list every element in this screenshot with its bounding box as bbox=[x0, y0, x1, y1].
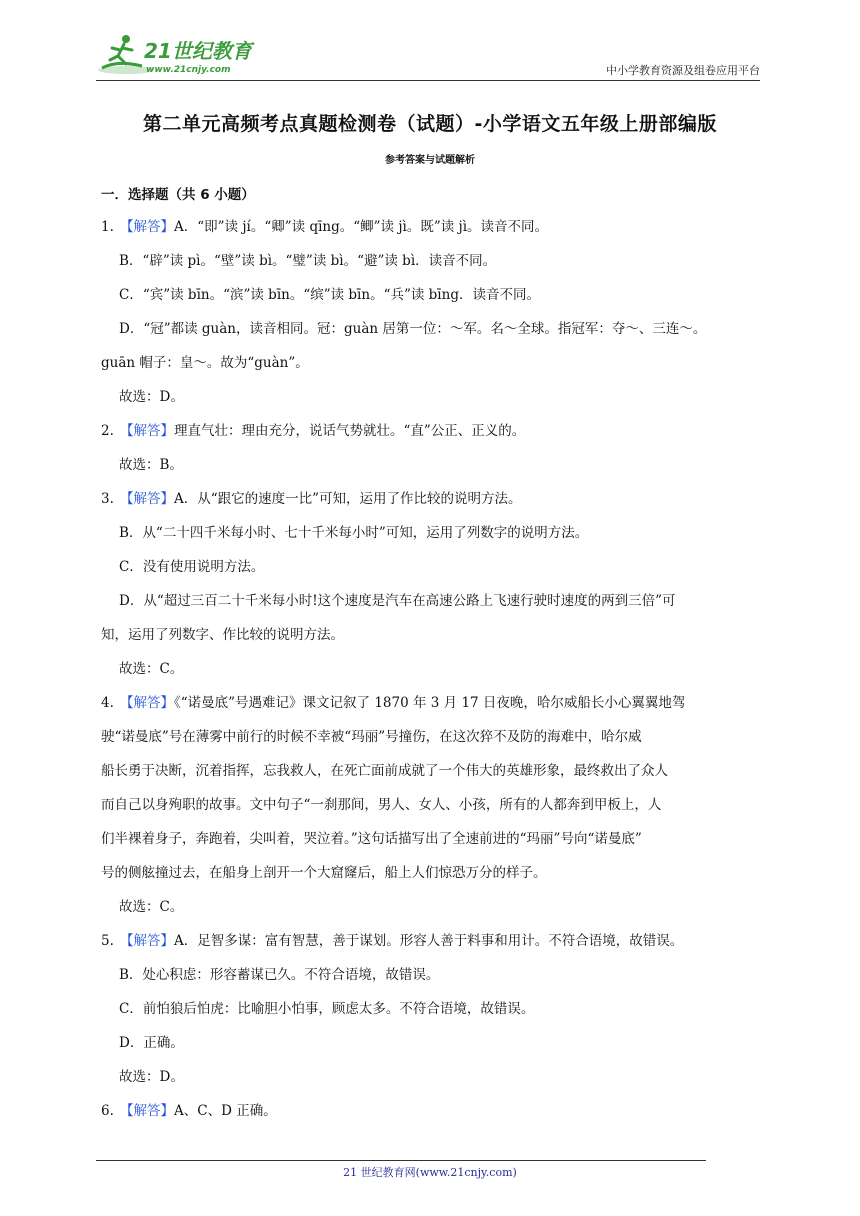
answer-line: 驶“诺曼底”号在薄雾中前行的时候不幸被“玛丽”号撞伤，在这次猝不及防的海难中，哈尔威 bbox=[101, 729, 642, 745]
answer-tag: 【解答】 bbox=[120, 491, 174, 507]
logo-21cnjy bbox=[96, 30, 266, 78]
question-number: 3. bbox=[101, 491, 114, 507]
footer-divider bbox=[96, 1160, 706, 1161]
answer-text: A．“即”读 jí。“卿”读 qīng。“鲫”读 jì。既”读 jì。读音不同。 bbox=[174, 219, 549, 235]
question-2-answer bbox=[101, 421, 525, 441]
answer-text: 《“诺曼底”号遇难记》课文记叙了 1870 年 3 月 17 日夜晚，哈尔威船长小心翼翼地驾 bbox=[174, 695, 686, 711]
answer-line: 号的侧舷撞过去，在船身上剖开一个大窟窿后，船上人们惊恐万分的样子。 bbox=[101, 865, 547, 881]
answer-line: D．正确。 bbox=[119, 1035, 184, 1051]
question-number: 4. bbox=[101, 695, 114, 711]
page-footer: 21 世纪教育网(www.21cnjy.com) bbox=[343, 1166, 517, 1179]
answer-line: C．“宾”读 bīn。“滨”读 bīn。“缤”读 bīn。“兵”读 bīng．读音不同。 bbox=[119, 287, 540, 303]
page-header bbox=[96, 30, 760, 80]
question-number: 1. bbox=[101, 219, 114, 235]
answer-line: D．“冠”都读 guàn，读音相同。冠：guàn 居第一位：～军。名～全球。指冠军：夺～、三连～。 bbox=[119, 321, 707, 337]
logo-url: www.21cnjy.com bbox=[146, 65, 231, 75]
answer-line: 故选：D。 bbox=[119, 389, 184, 405]
answer-line: C．前怕狼后怕虎：比喻胆小怕事，顾虑太多。不符合语境，故错误。 bbox=[119, 1001, 535, 1017]
page-title: 第二单元高频考点真题检测卷（试题）-小学语文五年级上册部编版 bbox=[143, 113, 717, 135]
section-heading: 一．选择题（共 6 小题） bbox=[101, 187, 255, 203]
question-number: 5. bbox=[101, 933, 114, 949]
answer-line: B．从“二十四千米每小时、七十千米每小时”可知，运用了列数字的说明方法。 bbox=[119, 525, 589, 541]
answer-tag: 【解答】 bbox=[120, 219, 174, 235]
question-4-answer bbox=[101, 693, 685, 713]
answer-line: 故选：C。 bbox=[119, 661, 184, 677]
answer-line: 故选：D。 bbox=[119, 1069, 184, 1085]
question-3-answer bbox=[101, 489, 522, 509]
answer-line: 故选：B。 bbox=[119, 457, 183, 473]
answer-text: A．从“跟它的速度一比”可知，运用了作比较的说明方法。 bbox=[174, 491, 522, 507]
answer-text: A．足智多谋：富有智慧，善于谋划。形容人善于料事和用计。不符合语境，故错误。 bbox=[174, 933, 684, 949]
answer-line: guān 帽子：皇～。故为“guàn”。 bbox=[101, 355, 309, 371]
answer-tag: 【解答】 bbox=[120, 933, 174, 949]
answer-line: 船长勇于决断，沉着指挥，忘我救人，在死亡面前成就了一个伟大的英雄形象，最终救出了众人 bbox=[101, 763, 668, 779]
question-number: 6. bbox=[101, 1103, 114, 1119]
answer-line: B．“辟”读 pì。“壁”读 bì。“璧”读 bì。“避”读 bì．读音不同。 bbox=[119, 253, 497, 269]
header-divider bbox=[96, 80, 760, 81]
platform-name: 中小学教育资源及组卷应用平台 bbox=[606, 64, 760, 77]
answer-line: 而自己以身殉职的故事。文中句子“一刹那间，男人、女人、小孩，所有的人都奔到甲板上，人 bbox=[101, 797, 662, 813]
answer-line: D．从“超过三百二十千米每小时!这个速度是汽车在高速公路上飞速行驶时速度的两到三倍”可 bbox=[119, 593, 676, 609]
page-subtitle: 参考答案与试题解析 bbox=[385, 155, 475, 166]
question-6-answer bbox=[101, 1101, 277, 1121]
question-1-answer bbox=[101, 217, 548, 237]
answer-text: 理直气壮：理由充分，说话气势就壮。“直”公正、正义的。 bbox=[174, 423, 526, 439]
answer-text: A、C、D 正确。 bbox=[174, 1103, 277, 1119]
question-5-answer bbox=[101, 931, 683, 951]
answer-tag: 【解答】 bbox=[120, 1103, 174, 1119]
answer-line: 们半裸着身子，奔跑着，尖叫着，哭泣着。”这句话描写出了全速前进的“玛丽”号向“诺曼底” bbox=[101, 831, 642, 847]
answer-line: C．没有使用说明方法。 bbox=[119, 559, 265, 575]
answer-line: 故选：C。 bbox=[119, 899, 184, 915]
answer-line: B．处心积虑：形容蓄谋已久。不符合语境，故错误。 bbox=[119, 967, 440, 983]
answer-line: 知，运用了列数字、作比较的说明方法。 bbox=[101, 627, 344, 643]
question-number: 2. bbox=[101, 423, 114, 439]
answer-tag: 【解答】 bbox=[120, 423, 174, 439]
logo-text: 21世纪教育 bbox=[144, 39, 252, 63]
answer-tag: 【解答】 bbox=[120, 695, 174, 711]
